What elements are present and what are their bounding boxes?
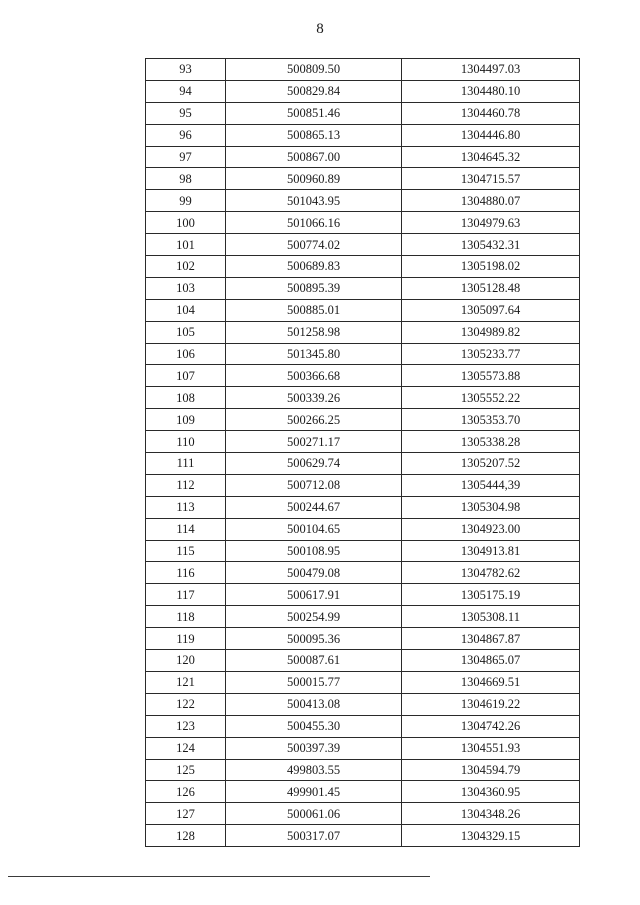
y-coordinate-cell: 1305198.02 xyxy=(402,256,580,278)
x-coordinate-cell: 500244.67 xyxy=(226,496,402,518)
y-coordinate-cell: 1305573.88 xyxy=(402,365,580,387)
y-coordinate-cell: 1304865.07 xyxy=(402,650,580,672)
page-number: 8 xyxy=(316,21,324,37)
table-row xyxy=(146,825,580,847)
x-coordinate-cell: 500479.08 xyxy=(226,562,402,584)
point-number-cell: 115 xyxy=(146,540,226,562)
point-number-cell: 97 xyxy=(146,146,226,168)
point-number-cell: 99 xyxy=(146,190,226,212)
table-row xyxy=(146,496,580,518)
point-number-cell: 105 xyxy=(146,321,226,343)
table-row xyxy=(146,715,580,737)
point-number-cell: 123 xyxy=(146,715,226,737)
table-row xyxy=(146,299,580,321)
point-number-cell: 117 xyxy=(146,584,226,606)
point-number-cell: 112 xyxy=(146,474,226,496)
x-coordinate-cell: 500413.08 xyxy=(226,693,402,715)
coordinates-table xyxy=(145,58,580,847)
table-row xyxy=(146,628,580,650)
x-coordinate-cell: 501258.98 xyxy=(226,321,402,343)
table-row xyxy=(146,781,580,803)
x-coordinate-cell: 499803.55 xyxy=(226,759,402,781)
point-number-cell: 106 xyxy=(146,343,226,365)
point-number-cell: 121 xyxy=(146,671,226,693)
x-coordinate-cell: 500629.74 xyxy=(226,453,402,475)
table-row xyxy=(146,650,580,672)
y-coordinate-cell: 1305207.52 xyxy=(402,453,580,475)
point-number-cell: 120 xyxy=(146,650,226,672)
x-coordinate-cell: 500712.08 xyxy=(226,474,402,496)
y-coordinate-cell: 1305308.11 xyxy=(402,606,580,628)
point-number-cell: 109 xyxy=(146,409,226,431)
y-coordinate-cell: 1305097.64 xyxy=(402,299,580,321)
point-number-cell: 116 xyxy=(146,562,226,584)
table-row xyxy=(146,562,580,584)
y-coordinate-cell: 1304669.51 xyxy=(402,671,580,693)
y-coordinate-cell: 1304989.82 xyxy=(402,321,580,343)
point-number-cell: 103 xyxy=(146,277,226,299)
table-row xyxy=(146,234,580,256)
table-row xyxy=(146,168,580,190)
x-coordinate-cell: 500865.13 xyxy=(226,124,402,146)
y-coordinate-cell: 1304348.26 xyxy=(402,803,580,825)
point-number-cell: 118 xyxy=(146,606,226,628)
point-number-cell: 128 xyxy=(146,825,226,847)
table-row xyxy=(146,540,580,562)
point-number-cell: 95 xyxy=(146,102,226,124)
x-coordinate-cell: 500271.17 xyxy=(226,431,402,453)
table-row xyxy=(146,693,580,715)
y-coordinate-cell: 1305128.48 xyxy=(402,277,580,299)
x-coordinate-cell: 500104.65 xyxy=(226,518,402,540)
table-row xyxy=(146,102,580,124)
table-row xyxy=(146,212,580,234)
x-coordinate-cell: 500885.01 xyxy=(226,299,402,321)
table-row xyxy=(146,606,580,628)
x-coordinate-cell: 500366.68 xyxy=(226,365,402,387)
point-number-cell: 122 xyxy=(146,693,226,715)
table-row xyxy=(146,803,580,825)
x-coordinate-cell: 500851.46 xyxy=(226,102,402,124)
table-row xyxy=(146,474,580,496)
table-row xyxy=(146,59,580,81)
point-number-cell: 113 xyxy=(146,496,226,518)
y-coordinate-cell: 1304446.80 xyxy=(402,124,580,146)
footnote-rule xyxy=(8,876,430,877)
table-row xyxy=(146,387,580,409)
table-row xyxy=(146,518,580,540)
x-coordinate-cell: 500339.26 xyxy=(226,387,402,409)
x-coordinate-cell: 500397.39 xyxy=(226,737,402,759)
y-coordinate-cell: 1304460.78 xyxy=(402,102,580,124)
x-coordinate-cell: 500895.39 xyxy=(226,277,402,299)
table-row xyxy=(146,431,580,453)
y-coordinate-cell: 1304880.07 xyxy=(402,190,580,212)
table-row xyxy=(146,124,580,146)
table-row xyxy=(146,343,580,365)
point-number-cell: 126 xyxy=(146,781,226,803)
point-number-cell: 93 xyxy=(146,59,226,81)
x-coordinate-cell: 500254.99 xyxy=(226,606,402,628)
point-number-cell: 101 xyxy=(146,234,226,256)
point-number-cell: 119 xyxy=(146,628,226,650)
table-row xyxy=(146,80,580,102)
x-coordinate-cell: 500809.50 xyxy=(226,59,402,81)
table-row xyxy=(146,321,580,343)
point-number-cell: 127 xyxy=(146,803,226,825)
y-coordinate-cell: 1305353.70 xyxy=(402,409,580,431)
y-coordinate-cell: 1304619.22 xyxy=(402,693,580,715)
point-number-cell: 114 xyxy=(146,518,226,540)
table-row xyxy=(146,256,580,278)
x-coordinate-cell: 501345.80 xyxy=(226,343,402,365)
y-coordinate-cell: 1304715.57 xyxy=(402,168,580,190)
point-number-cell: 107 xyxy=(146,365,226,387)
table-row xyxy=(146,759,580,781)
y-coordinate-cell: 1304979.63 xyxy=(402,212,580,234)
y-coordinate-cell: 1304360.95 xyxy=(402,781,580,803)
table-row xyxy=(146,671,580,693)
table-row xyxy=(146,146,580,168)
y-coordinate-cell: 1305552.22 xyxy=(402,387,580,409)
x-coordinate-cell: 500015.77 xyxy=(226,671,402,693)
x-coordinate-cell: 500108.95 xyxy=(226,540,402,562)
y-coordinate-cell: 1304742.26 xyxy=(402,715,580,737)
x-coordinate-cell: 500774.02 xyxy=(226,234,402,256)
y-coordinate-cell: 1305338.28 xyxy=(402,431,580,453)
table-row xyxy=(146,277,580,299)
y-coordinate-cell: 1304329.15 xyxy=(402,825,580,847)
x-coordinate-cell: 499901.45 xyxy=(226,781,402,803)
x-coordinate-cell: 500061.06 xyxy=(226,803,402,825)
point-number-cell: 102 xyxy=(146,256,226,278)
x-coordinate-cell: 501066.16 xyxy=(226,212,402,234)
point-number-cell: 96 xyxy=(146,124,226,146)
y-coordinate-cell: 1305233.77 xyxy=(402,343,580,365)
x-coordinate-cell: 500829.84 xyxy=(226,80,402,102)
x-coordinate-cell: 500689.83 xyxy=(226,256,402,278)
point-number-cell: 110 xyxy=(146,431,226,453)
x-coordinate-cell: 501043.95 xyxy=(226,190,402,212)
point-number-cell: 111 xyxy=(146,453,226,475)
y-coordinate-cell: 1304645.32 xyxy=(402,146,580,168)
y-coordinate-cell: 1304497.03 xyxy=(402,59,580,81)
y-coordinate-cell: 1304480.10 xyxy=(402,80,580,102)
table-row xyxy=(146,584,580,606)
x-coordinate-cell: 500317.07 xyxy=(226,825,402,847)
y-coordinate-cell: 1305432.31 xyxy=(402,234,580,256)
x-coordinate-cell: 500867.00 xyxy=(226,146,402,168)
y-coordinate-cell: 1304923.00 xyxy=(402,518,580,540)
y-coordinate-cell: 1304913.81 xyxy=(402,540,580,562)
x-coordinate-cell: 500266.25 xyxy=(226,409,402,431)
point-number-cell: 94 xyxy=(146,80,226,102)
table-row xyxy=(146,737,580,759)
table-row xyxy=(146,190,580,212)
y-coordinate-cell: 1305444,39 xyxy=(402,474,580,496)
coordinates-table-body xyxy=(146,59,580,847)
y-coordinate-cell: 1304551.93 xyxy=(402,737,580,759)
table-row xyxy=(146,409,580,431)
y-coordinate-cell: 1305175.19 xyxy=(402,584,580,606)
table-row xyxy=(146,453,580,475)
point-number-cell: 108 xyxy=(146,387,226,409)
table-row xyxy=(146,365,580,387)
x-coordinate-cell: 500095.36 xyxy=(226,628,402,650)
y-coordinate-cell: 1304782.62 xyxy=(402,562,580,584)
point-number-cell: 98 xyxy=(146,168,226,190)
y-coordinate-cell: 1304594.79 xyxy=(402,759,580,781)
x-coordinate-cell: 500617.91 xyxy=(226,584,402,606)
x-coordinate-cell: 500960.89 xyxy=(226,168,402,190)
point-number-cell: 100 xyxy=(146,212,226,234)
x-coordinate-cell: 500455.30 xyxy=(226,715,402,737)
y-coordinate-cell: 1304867.87 xyxy=(402,628,580,650)
x-coordinate-cell: 500087.61 xyxy=(226,650,402,672)
point-number-cell: 125 xyxy=(146,759,226,781)
y-coordinate-cell: 1305304.98 xyxy=(402,496,580,518)
point-number-cell: 104 xyxy=(146,299,226,321)
point-number-cell: 124 xyxy=(146,737,226,759)
